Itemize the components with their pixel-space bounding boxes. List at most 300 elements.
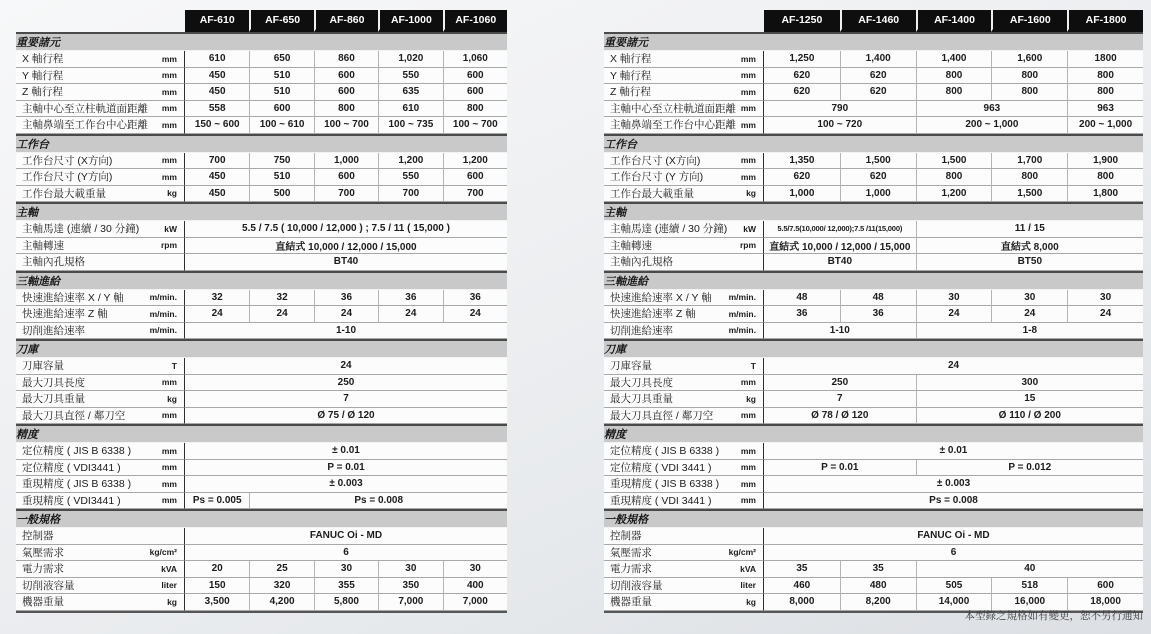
table-row xyxy=(16,51,507,68)
row-label-wrap xyxy=(16,561,184,576)
row-unit: mm xyxy=(161,70,177,81)
data-cell: 35 xyxy=(764,561,840,578)
table-row xyxy=(16,254,507,271)
row-unit: mm xyxy=(161,53,177,64)
data-cell: 24 xyxy=(991,306,1067,323)
row-label: Z 軸行程 xyxy=(610,86,651,99)
data-cell: 1,200 xyxy=(378,153,442,170)
data-cell: 14,000 xyxy=(916,594,992,611)
data-cell: 505 xyxy=(916,578,992,595)
row-label-cell xyxy=(16,306,185,323)
row-label-wrap xyxy=(16,51,184,66)
data-cell: 1,250 xyxy=(764,51,840,68)
row-unit: mm xyxy=(740,410,756,421)
header-spacer xyxy=(16,10,185,32)
data-cell: 18,000 xyxy=(1067,594,1143,611)
row-unit: mm xyxy=(740,70,756,81)
row-label-cell xyxy=(16,594,185,611)
row-unit: mm xyxy=(161,119,177,130)
row-unit: kVA xyxy=(161,563,177,574)
table-row xyxy=(604,358,1143,375)
data-cell: BT40 xyxy=(764,254,916,271)
section-title: 重要諸元 xyxy=(16,32,507,51)
data-cell: 700 xyxy=(314,186,378,203)
row-label: 主軸中心至立柱軌道面距離 xyxy=(22,102,148,115)
section-title: 精度 xyxy=(604,424,1143,443)
table-row xyxy=(16,238,507,255)
row-label: 主軸轉速 xyxy=(610,239,652,252)
row-label: 切削液容量 xyxy=(610,579,663,592)
table-row xyxy=(16,306,507,323)
row-unit: mm xyxy=(161,377,177,388)
table-row xyxy=(16,169,507,186)
row-label: 機器重量 xyxy=(22,596,64,609)
data-cell: 30 xyxy=(1067,290,1143,307)
row-label: 氣壓需求 xyxy=(610,546,652,559)
row-label: 機器重量 xyxy=(610,596,652,609)
data-cell: 150 xyxy=(185,578,249,595)
row-label-wrap xyxy=(16,169,184,184)
table-row xyxy=(16,290,507,307)
data-cell: Ps = 0.008 xyxy=(249,493,507,510)
row-label: 工作台最大載重量 xyxy=(22,187,106,200)
row-label-wrap xyxy=(604,117,763,132)
row-unit: mm xyxy=(161,86,177,97)
data-cell: 400 xyxy=(443,578,507,595)
row-unit: kg xyxy=(746,596,756,607)
row-label-wrap xyxy=(604,358,763,373)
table-row xyxy=(16,408,507,425)
data-cell: 1-10 xyxy=(185,323,507,340)
row-label: 電力需求 xyxy=(610,563,652,576)
row-label-wrap xyxy=(16,221,184,236)
row-label-cell xyxy=(16,238,185,255)
data-cell: 700 xyxy=(443,186,507,203)
spec-table-right xyxy=(604,10,1143,613)
table-row xyxy=(604,476,1143,493)
row-label-cell xyxy=(604,476,764,493)
table-row xyxy=(604,68,1143,85)
data-cell: 36 xyxy=(443,290,507,307)
data-cell: 1,200 xyxy=(916,186,992,203)
data-cell: 620 xyxy=(840,169,916,186)
row-unit: mm xyxy=(740,377,756,388)
data-cell: 100 ~ 735 xyxy=(378,117,442,134)
row-unit: m/min. xyxy=(728,308,756,319)
data-cell: 1-10 xyxy=(764,323,916,340)
data-cell: 1,500 xyxy=(991,186,1067,203)
row-label-cell xyxy=(16,528,185,545)
row-unit: mm xyxy=(161,410,177,421)
row-unit: mm xyxy=(740,462,756,473)
section-header-row xyxy=(604,202,1143,221)
table-row xyxy=(604,169,1143,186)
table-row xyxy=(604,443,1143,460)
row-label-wrap xyxy=(604,375,763,390)
data-cell: 200 ~ 1,000 xyxy=(1067,117,1143,134)
model-header: AF-860 xyxy=(314,10,378,32)
row-label-wrap xyxy=(16,238,184,253)
section-header-row xyxy=(604,271,1143,290)
row-label-cell xyxy=(16,375,185,392)
row-label-cell xyxy=(16,545,185,562)
row-label-cell xyxy=(16,169,185,186)
row-label-wrap xyxy=(16,460,184,475)
data-cell: 510 xyxy=(249,68,313,85)
row-label-cell xyxy=(16,408,185,425)
row-label: 最大刀具直徑 / 鄰刀空 xyxy=(22,409,126,422)
row-label-wrap xyxy=(16,493,184,508)
row-unit: mm xyxy=(161,103,177,114)
row-label-cell xyxy=(604,117,764,134)
row-label-cell xyxy=(604,545,764,562)
footer-note: 本型錄之規格如有變更，恕不另行通知 xyxy=(964,610,1143,622)
spec-table-left xyxy=(16,10,507,613)
data-cell: 510 xyxy=(249,169,313,186)
data-cell: 7 xyxy=(185,391,507,408)
data-cell: 24 xyxy=(314,306,378,323)
data-cell: 800 xyxy=(916,68,992,85)
row-label-cell xyxy=(16,101,185,118)
data-cell: 8,000 xyxy=(764,594,840,611)
table-row xyxy=(16,460,507,477)
row-label-wrap xyxy=(604,68,763,83)
row-unit: m/min. xyxy=(149,325,177,336)
row-label: 最大刀具直徑 / 鄰刀空 xyxy=(610,409,714,422)
model-header: AF-1600 xyxy=(991,10,1067,32)
row-label-cell xyxy=(604,238,764,255)
data-cell: 600 xyxy=(443,84,507,101)
data-cell: 5.5 / 7.5 ( 10,000 / 12,000 ) ; 7.5 / 11 ( 15,000 ) xyxy=(185,221,507,238)
row-unit: mm xyxy=(161,462,177,473)
data-cell: 24 xyxy=(185,306,249,323)
section-title: 重要諸元 xyxy=(604,32,1143,51)
header-spacer xyxy=(604,10,764,32)
table-row xyxy=(604,117,1143,134)
row-unit: T xyxy=(750,360,756,371)
table-row xyxy=(16,117,507,134)
data-cell: 620 xyxy=(764,169,840,186)
data-cell: 350 xyxy=(378,578,442,595)
section-title: 工作台 xyxy=(16,134,507,153)
data-cell: 1,060 xyxy=(443,51,507,68)
data-cell: 1,020 xyxy=(378,51,442,68)
data-cell: 30 xyxy=(991,290,1067,307)
data-cell: 1,900 xyxy=(1067,153,1143,170)
data-cell: 30 xyxy=(443,561,507,578)
data-cell: 1-8 xyxy=(916,323,1143,340)
row-unit: rpm xyxy=(160,240,177,251)
table-row xyxy=(604,493,1143,510)
section-header-row xyxy=(604,134,1143,153)
data-cell: 24 xyxy=(378,306,442,323)
data-cell: 7 xyxy=(764,391,916,408)
data-cell: Ø 78 / Ø 120 xyxy=(764,408,916,425)
data-cell: 4,200 xyxy=(249,594,313,611)
row-label-cell xyxy=(604,408,764,425)
row-label-cell xyxy=(604,391,764,408)
row-label-wrap xyxy=(604,153,763,168)
data-cell: 700 xyxy=(185,153,249,170)
row-unit: kg xyxy=(167,596,177,607)
row-label-cell xyxy=(16,358,185,375)
section-title: 三軸進給 xyxy=(604,271,1143,290)
row-label-wrap xyxy=(604,594,763,609)
table-row xyxy=(16,323,507,340)
row-label-wrap xyxy=(604,460,763,475)
data-cell: 800 xyxy=(443,101,507,118)
data-cell: 15 xyxy=(916,391,1143,408)
row-label-wrap xyxy=(16,375,184,390)
row-label: 工作台尺寸 (Y 方向) xyxy=(610,171,704,184)
data-cell: P = 0.012 xyxy=(916,460,1143,477)
data-cell: 1,000 xyxy=(314,153,378,170)
row-label: 主軸鼻端至工作台中心距離 xyxy=(22,119,148,132)
row-unit: mm xyxy=(161,478,177,489)
section-title: 一般規格 xyxy=(604,509,1143,528)
row-label-wrap xyxy=(604,84,763,99)
row-label: 主軸內孔規格 xyxy=(22,256,85,269)
row-label: Y 軸行程 xyxy=(22,69,64,82)
data-cell: 16,000 xyxy=(991,594,1067,611)
data-cell: 558 xyxy=(185,101,249,118)
data-cell: 620 xyxy=(764,84,840,101)
table-row xyxy=(16,391,507,408)
row-label: 定位精度 ( JIS B 6338 ) xyxy=(22,445,132,458)
row-label-wrap xyxy=(604,391,763,406)
row-label-wrap xyxy=(16,186,184,201)
table-row xyxy=(16,68,507,85)
data-cell: 1,500 xyxy=(916,153,992,170)
row-unit: kg xyxy=(167,393,177,404)
row-label: 電力需求 xyxy=(22,563,64,576)
table-row xyxy=(16,493,507,510)
table-row xyxy=(604,375,1143,392)
row-label-cell xyxy=(604,51,764,68)
data-cell: 800 xyxy=(314,101,378,118)
model-header: AF-1250 xyxy=(764,10,840,32)
data-cell: 800 xyxy=(991,68,1067,85)
row-unit: T xyxy=(171,360,177,371)
data-cell: BT50 xyxy=(916,254,1143,271)
row-label-cell xyxy=(604,460,764,477)
data-cell: 36 xyxy=(378,290,442,307)
table-row xyxy=(16,476,507,493)
data-cell: 100 ~ 720 xyxy=(764,117,916,134)
row-label: 快速進給速率 Z 軸 xyxy=(22,308,108,321)
table-row xyxy=(16,221,507,238)
row-label-wrap xyxy=(16,306,184,321)
row-label: 最大刀具重量 xyxy=(610,393,673,406)
table-row xyxy=(16,358,507,375)
row-label-cell xyxy=(16,391,185,408)
data-cell: 24 xyxy=(249,306,313,323)
row-label-wrap xyxy=(16,153,184,168)
row-label: 快速進給速率 X / Y 軸 xyxy=(22,291,124,304)
row-label-cell xyxy=(16,443,185,460)
row-label-cell xyxy=(604,561,764,578)
section-title: 工作台 xyxy=(604,134,1143,153)
data-cell: P = 0.01 xyxy=(185,460,507,477)
row-unit: kg xyxy=(746,188,756,199)
data-cell: 963 xyxy=(1067,101,1143,118)
data-cell: 550 xyxy=(378,68,442,85)
data-cell: 1,400 xyxy=(840,51,916,68)
row-unit: kg/cm² xyxy=(149,547,177,558)
row-label-wrap xyxy=(16,594,184,609)
row-label-wrap xyxy=(604,254,763,269)
data-cell: 500 xyxy=(249,186,313,203)
row-label-wrap xyxy=(16,290,184,305)
row-label-wrap xyxy=(604,476,763,491)
data-cell: 1,350 xyxy=(764,153,840,170)
row-label-wrap xyxy=(16,545,184,560)
row-label-cell xyxy=(604,306,764,323)
row-unit: kg/cm² xyxy=(728,547,756,558)
row-unit: kW xyxy=(164,223,177,234)
row-unit: mm xyxy=(740,445,756,456)
data-cell: 25 xyxy=(249,561,313,578)
row-label-cell xyxy=(604,221,764,238)
data-cell: 24 xyxy=(764,358,1143,375)
data-cell: 510 xyxy=(249,84,313,101)
row-unit: mm xyxy=(740,155,756,166)
model-header: AF-650 xyxy=(249,10,313,32)
section-title: 刀庫 xyxy=(16,339,507,358)
row-unit: mm xyxy=(740,103,756,114)
row-unit: kW xyxy=(743,223,756,234)
data-cell: 600 xyxy=(314,84,378,101)
row-label-wrap xyxy=(16,101,184,116)
section-header-row xyxy=(16,32,507,51)
row-label-cell xyxy=(604,153,764,170)
row-label-cell xyxy=(16,561,185,578)
row-label-wrap xyxy=(604,561,763,576)
data-cell: 620 xyxy=(764,68,840,85)
section-title: 刀庫 xyxy=(604,339,1143,358)
row-label: X 軸行程 xyxy=(22,53,64,66)
row-label: 定位精度 ( JIS B 6338 ) xyxy=(610,445,720,458)
data-cell: 320 xyxy=(249,578,313,595)
data-cell: 610 xyxy=(378,101,442,118)
row-label-wrap xyxy=(604,169,763,184)
data-cell: 1,400 xyxy=(916,51,992,68)
row-label-cell xyxy=(16,186,185,203)
row-unit: m/min. xyxy=(149,308,177,319)
table-row xyxy=(16,186,507,203)
model-header: AF-1060 xyxy=(443,10,507,32)
data-cell: 250 xyxy=(764,375,916,392)
row-label-wrap xyxy=(16,391,184,406)
data-cell: 550 xyxy=(378,169,442,186)
data-cell: 518 xyxy=(991,578,1067,595)
data-cell: 7,000 xyxy=(378,594,442,611)
row-label: 重現精度 ( JIS B 6338 ) xyxy=(22,478,132,491)
table-row xyxy=(16,84,507,101)
row-label-cell xyxy=(16,254,185,271)
data-cell: 直結式 10,000 / 12,000 / 15,000 xyxy=(764,238,916,255)
data-cell: 600 xyxy=(443,169,507,186)
row-label-wrap xyxy=(604,238,763,253)
data-cell: 24 xyxy=(185,358,507,375)
model-header: AF-1000 xyxy=(378,10,442,32)
row-unit: mm xyxy=(740,53,756,64)
model-header: AF-1460 xyxy=(840,10,916,32)
row-label-wrap xyxy=(16,68,184,83)
section-header-row xyxy=(604,339,1143,358)
table-row xyxy=(16,443,507,460)
spec-table xyxy=(16,10,507,613)
row-unit: kg xyxy=(167,188,177,199)
row-label: 控制器 xyxy=(22,530,54,543)
row-label: 重現精度 ( JIS B 6338 ) xyxy=(610,478,720,491)
row-label: 工作台尺寸 (X方向) xyxy=(22,154,113,167)
row-label: Y 軸行程 xyxy=(610,69,652,82)
model-header-row xyxy=(16,10,507,32)
data-cell: 5.5/7.5(10,000/ 12,000);7.5 /11(15,000) xyxy=(764,221,916,238)
row-label-wrap xyxy=(604,306,763,321)
row-label-cell xyxy=(16,221,185,238)
row-label: 主軸馬達 (連續 / 30 分鐘) xyxy=(22,223,140,236)
row-label: 快速進給速率 Z 軸 xyxy=(610,308,696,321)
section-title: 精度 xyxy=(16,424,507,443)
row-label: 最大刀具重量 xyxy=(22,393,85,406)
model-header-row xyxy=(604,10,1143,32)
data-cell: 6 xyxy=(185,545,507,562)
data-cell: 355 xyxy=(314,578,378,595)
row-label: 最大刀具長度 xyxy=(610,376,673,389)
section-header-row xyxy=(16,509,507,528)
data-cell: 24 xyxy=(916,306,992,323)
data-cell: 1,000 xyxy=(764,186,840,203)
data-cell: BT40 xyxy=(185,254,507,271)
table-row xyxy=(604,391,1143,408)
row-label-cell xyxy=(604,323,764,340)
table-row xyxy=(604,221,1143,238)
section-title: 三軸進給 xyxy=(16,271,507,290)
data-cell: 480 xyxy=(840,578,916,595)
data-cell: 635 xyxy=(378,84,442,101)
row-unit: mm xyxy=(740,171,756,182)
data-cell: 1,200 xyxy=(443,153,507,170)
data-cell: 700 xyxy=(378,186,442,203)
section-title: 主軸 xyxy=(16,202,507,221)
row-label-cell xyxy=(16,84,185,101)
data-cell: 860 xyxy=(314,51,378,68)
row-label-cell xyxy=(604,443,764,460)
section-header-row xyxy=(16,339,507,358)
model-header: AF-610 xyxy=(185,10,249,32)
row-unit: kg xyxy=(746,393,756,404)
row-label-cell xyxy=(16,493,185,510)
data-cell: 450 xyxy=(185,68,249,85)
table-row xyxy=(16,545,507,562)
row-label: X 軸行程 xyxy=(610,53,652,66)
row-label-cell xyxy=(16,578,185,595)
section-header-row xyxy=(604,424,1143,443)
row-label-wrap xyxy=(16,254,184,269)
row-label-cell xyxy=(604,578,764,595)
data-cell: 200 ~ 1,000 xyxy=(916,117,1068,134)
row-label: 定位精度 ( VDI 3441 ) xyxy=(610,461,712,474)
data-cell: Ps = 0.005 xyxy=(185,493,249,510)
data-cell: 11 / 15 xyxy=(916,221,1143,238)
data-cell: 150 ~ 600 xyxy=(185,117,249,134)
data-cell: 1,800 xyxy=(1067,186,1143,203)
row-label-wrap xyxy=(16,117,184,132)
spec-table xyxy=(604,10,1143,613)
row-label-wrap xyxy=(604,545,763,560)
